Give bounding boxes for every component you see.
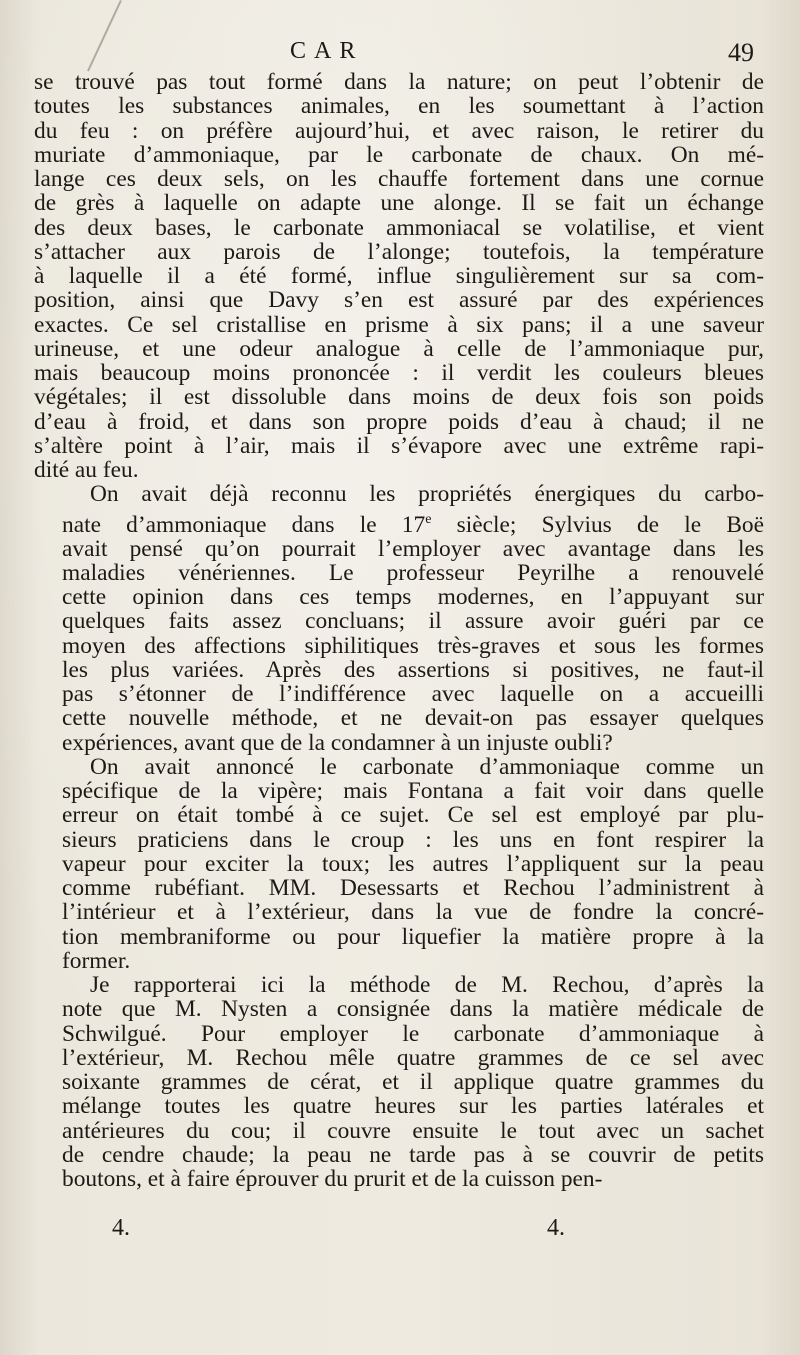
text-line: mélange toutes les quatre heures sur les parties latérales et [62, 1093, 764, 1120]
text-line: spécifique de la vipère; mais Fontana a fait voir dans quelle [62, 778, 764, 805]
text-line: Je rapporterai ici la méthode de M. Rechou, d’après la [90, 972, 764, 999]
text-line: note que M. Nysten a consignée dans la matière médicale de [62, 996, 764, 1023]
text-line: boutons, et à faire éprouver du prurit et de la cuisson pen- [62, 1166, 603, 1193]
text-line: avait pensé qu’on pourrait l’employer avec avantage dans les [62, 535, 764, 562]
text-line: toutes les substances animales, en les soumettant à l’action [34, 93, 764, 120]
text-line: antérieures du cou; il couvre ensuite le tout avec un sachet [62, 1117, 764, 1144]
signature-marks [0, 1215, 800, 1255]
text-line: erreur on était tombé à ce sujet. Ce sel est employé par plu- [62, 802, 764, 829]
text-line: Schwilgué. Pour employer le carbonate d’ammoniaque à [62, 1020, 764, 1047]
text-line: l’extérieur, M. Rechou mêle quatre grammes de ce sel avec [62, 1044, 764, 1071]
paragraph [34, 755, 764, 973]
text-line: lange ces deux sels, on les chauffe fortement dans une cornue [34, 166, 764, 192]
text-line: pas s’étonner de l’indifférence avec laquelle on a accueilli [62, 681, 764, 708]
text-line: mais beaucoup moins prononcée : il verdit les couleurs bleues [34, 360, 764, 386]
text-line: de grès à laquelle on adapte une alonge. Il se fait un échange [34, 190, 764, 217]
text-line: On avait déjà reconnu les propriétés énergiques du carbo- [90, 481, 764, 508]
text-line: position, ainsi que Davy s’en est assuré par des expériences [34, 287, 764, 314]
text-line: à laquelle il a été formé, influe singulièrement sur sa com- [34, 263, 764, 289]
text-line: cette opinion dans ces temps modernes, en l’appuyant sur [62, 584, 764, 611]
text-line: maladies vénériennes. Le professeur Peyrilhe a renouvelé [62, 559, 764, 586]
text-line: du feu : on préfère aujourd’hui, et avec raison, le retirer du [34, 117, 764, 144]
text-line: l’intérieur et à l’extérieur, dans la vue de fondre la concré- [62, 899, 764, 926]
text-line: On avait annoncé le carbonate d’ammoniaque comme un [90, 753, 764, 780]
text-line: des deux bases, le carbonate ammoniacal se volatilise, et vient [34, 214, 764, 241]
text-line: moyen des affections siphilitiques très-graves et sous les formes [62, 632, 764, 659]
text-line: se trouvé pas tout formé dans la nature; on peut l’obtenir de [34, 69, 764, 95]
text-line: nate d’ammoniaque dans le 17e siècle; Sylvius de le Boë [62, 510, 764, 538]
paragraph [34, 482, 764, 755]
text-line: exactes. Ce sel cristallise en prisme à six pans; il a une saveur [34, 311, 764, 338]
signature-mark-left: 4. [112, 1215, 130, 1241]
running-title: CAR [290, 38, 364, 64]
text-line: comme rubéfiant. MM. Desessarts et Rechou l’administrent à [62, 875, 764, 902]
superscript: e [425, 510, 432, 527]
running-head [0, 30, 800, 70]
text-line: de cendre chaude; la peau ne tarde pas à se couvrir de petits [62, 1141, 764, 1168]
text-line: cette nouvelle méthode, et ne devait-on pas essayer quelques [62, 705, 764, 732]
text-line: d’eau à froid, et dans son propre poids d’eau à chaud; il ne [34, 408, 764, 435]
text-line: vapeur pour exciter la toux; les autres l’appliquent sur la peau [62, 850, 764, 877]
text-line: s’attacher aux parois de l’alonge; toutefois, la température [34, 238, 764, 265]
text-line: s’altère point à l’air, mais il s’évapore avec une extrême rapi- [34, 432, 764, 459]
text-line: soixante grammes de cérat, et il applique quatre grammes du [62, 1069, 764, 1096]
paragraph [34, 973, 764, 1191]
signature-mark-right: 4. [547, 1215, 565, 1241]
text-line: les plus variées. Après des assertions si positives, ne faut-il [62, 656, 764, 683]
text-line: expériences, avant que de la condamner à un injuste oubli? [62, 729, 613, 756]
body-text [34, 70, 764, 1191]
text-line: urineuse, et une odeur analogue à celle de l’ammoniaque pur, [34, 335, 764, 362]
text-line: sieurs praticiens dans le croup : les uns en font respirer la [62, 826, 764, 853]
text-line: muriate d’ammoniaque, par le carbonate de chaux. On mé- [34, 141, 764, 168]
text-line: tion membraniforme ou pour liquefier la matière propre à la [62, 923, 764, 950]
text-line: quelques faits assez concluans; il assure avoir guéri par ce [62, 608, 764, 635]
text-line: former. [62, 947, 131, 974]
text-line: dité au feu. [34, 457, 139, 483]
text-line: végétales; il est dissoluble dans moins de deux fois son poids [34, 384, 764, 411]
page-number: 49 [728, 38, 754, 67]
paragraph [34, 70, 764, 482]
